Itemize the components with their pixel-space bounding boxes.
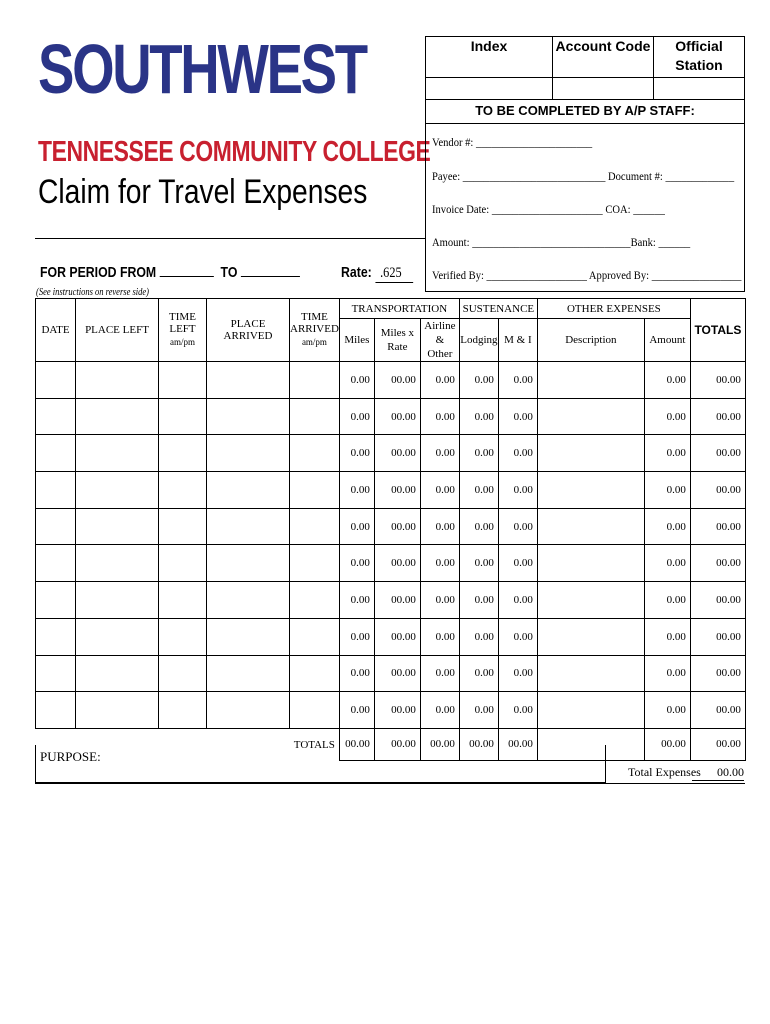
header-totals: TOTALS: [690, 299, 745, 362]
place-arrived-cell[interactable]: [207, 508, 290, 545]
table-row: [36, 472, 746, 509]
row-total-cell: 00.00: [690, 472, 745, 509]
total-mi: 00.00: [498, 728, 537, 760]
airline-cell[interactable]: 0.00: [420, 508, 459, 545]
period-from-label: FOR PERIOD FROM: [40, 264, 157, 281]
time-arrived-cell[interactable]: [290, 655, 340, 692]
time-left-cell[interactable]: [159, 435, 207, 472]
miles-cell[interactable]: 0.00: [339, 435, 374, 472]
date-cell[interactable]: [36, 435, 76, 472]
rate-row: [341, 264, 429, 283]
amount-cell[interactable]: 0.00: [644, 545, 690, 582]
row-total-cell: 00.00: [690, 618, 745, 655]
account-header-row: [426, 37, 744, 78]
period-from-field[interactable]: [160, 264, 214, 277]
amount-cell[interactable]: 0.00: [644, 692, 690, 729]
date-cell[interactable]: [36, 508, 76, 545]
table-row: [36, 362, 746, 399]
verified-approved-field[interactable]: Verified By: ___________________ Approved By: _________________: [432, 268, 742, 282]
time-left-cell[interactable]: [159, 398, 207, 435]
date-cell[interactable]: [36, 398, 76, 435]
payee-document-field[interactable]: Payee: ___________________________ Document #: _____________: [432, 169, 735, 183]
miles-cell[interactable]: 0.00: [339, 508, 374, 545]
miles-rate-cell[interactable]: 00.00: [374, 435, 420, 472]
airline-cell[interactable]: 0.00: [420, 398, 459, 435]
airline-cell[interactable]: 0.00: [420, 435, 459, 472]
description-cell[interactable]: [537, 545, 644, 582]
header-miles-rate: Miles x Rate: [374, 319, 420, 362]
miles-rate-cell[interactable]: 00.00: [374, 618, 420, 655]
place-left-cell[interactable]: [76, 362, 159, 399]
miles-rate-cell[interactable]: 00.00: [374, 582, 420, 619]
invoice-coa-field[interactable]: Invoice Date: _____________________ COA: ______: [432, 202, 665, 216]
description-cell[interactable]: [537, 435, 644, 472]
header-description: Description: [537, 319, 644, 362]
time-left-cell[interactable]: [159, 655, 207, 692]
table-row: [36, 582, 746, 619]
account-entry-row[interactable]: [426, 77, 744, 100]
place-left-cell[interactable]: [76, 545, 159, 582]
lodging-cell[interactable]: 0.00: [459, 472, 498, 509]
table-row: [36, 618, 746, 655]
mi-cell[interactable]: 0.00: [498, 472, 537, 509]
place-arrived-cell[interactable]: [207, 655, 290, 692]
vendor-field[interactable]: Vendor #: ______________________: [432, 135, 593, 149]
mi-cell[interactable]: 0.00: [498, 582, 537, 619]
totals-label: TOTALS: [36, 728, 340, 760]
date-cell[interactable]: [36, 618, 76, 655]
miles-rate-cell[interactable]: 00.00: [374, 545, 420, 582]
time-arrived-cell[interactable]: [290, 362, 340, 399]
row-total-cell: 00.00: [690, 435, 745, 472]
time-left-cell[interactable]: [159, 362, 207, 399]
place-arrived-cell[interactable]: [207, 545, 290, 582]
time-arrived-cell[interactable]: [290, 618, 340, 655]
rate-label: Rate:: [341, 264, 372, 281]
description-cell[interactable]: [537, 618, 644, 655]
place-arrived-cell[interactable]: [207, 472, 290, 509]
lodging-cell[interactable]: 0.00: [459, 618, 498, 655]
mi-cell[interactable]: 0.00: [498, 435, 537, 472]
row-total-cell: 00.00: [690, 508, 745, 545]
lodging-cell[interactable]: 0.00: [459, 508, 498, 545]
place-left-cell[interactable]: [76, 692, 159, 729]
bottom-rule: [35, 783, 745, 784]
row-total-cell: 00.00: [690, 692, 745, 729]
time-arrived-cell[interactable]: [290, 545, 340, 582]
amount-cell[interactable]: 0.00: [644, 398, 690, 435]
mi-cell[interactable]: 0.00: [498, 545, 537, 582]
time-left-cell[interactable]: [159, 508, 207, 545]
place-arrived-cell[interactable]: [207, 618, 290, 655]
table-row: [36, 692, 746, 729]
row-total-cell: 00.00: [690, 545, 745, 582]
travel-expense-table: [35, 298, 746, 761]
place-arrived-cell[interactable]: [207, 362, 290, 399]
time-arrived-cell[interactable]: [290, 582, 340, 619]
lodging-cell[interactable]: 0.00: [459, 692, 498, 729]
header-time-left: TIME LEFT am/pm: [159, 299, 207, 362]
description-cell[interactable]: [537, 472, 644, 509]
lodging-cell[interactable]: 0.00: [459, 582, 498, 619]
airline-cell[interactable]: 0.00: [420, 692, 459, 729]
total-expenses-value: 00.00: [692, 765, 744, 781]
description-cell[interactable]: [537, 508, 644, 545]
amount-bank-field[interactable]: Amount: ______________________________Bank: ______: [432, 235, 691, 249]
mi-cell[interactable]: 0.00: [498, 618, 537, 655]
airline-cell[interactable]: 0.00: [420, 582, 459, 619]
miles-cell[interactable]: 0.00: [339, 545, 374, 582]
date-cell[interactable]: [36, 545, 76, 582]
total-lodging: 00.00: [459, 728, 498, 760]
miles-rate-cell[interactable]: 00.00: [374, 692, 420, 729]
period-to-label: TO: [220, 264, 238, 281]
miles-rate-cell[interactable]: 00.00: [374, 508, 420, 545]
airline-cell[interactable]: 0.00: [420, 618, 459, 655]
time-arrived-cell[interactable]: [290, 435, 340, 472]
miles-cell[interactable]: 0.00: [339, 582, 374, 619]
office-use-box: [425, 36, 745, 292]
lodging-cell[interactable]: 0.00: [459, 362, 498, 399]
table-row: [36, 398, 746, 435]
lodging-cell[interactable]: 0.00: [459, 655, 498, 692]
miles-rate-cell[interactable]: 00.00: [374, 655, 420, 692]
amount-cell[interactable]: 0.00: [644, 472, 690, 509]
place-arrived-cell[interactable]: [207, 398, 290, 435]
amount-cell[interactable]: 0.00: [644, 618, 690, 655]
amount-cell[interactable]: 0.00: [644, 508, 690, 545]
time-left-cell[interactable]: [159, 692, 207, 729]
logo-southwest: SOUTHWEST: [38, 30, 366, 108]
title-divider: [35, 238, 425, 239]
purpose-label: PURPOSE:: [40, 749, 101, 764]
grand-total: 00.00: [690, 728, 745, 760]
place-left-cell[interactable]: [76, 655, 159, 692]
official-station-label: Official Station: [675, 38, 723, 73]
header-other-expenses: OTHER EXPENSES: [537, 299, 690, 319]
place-arrived-cell[interactable]: [207, 435, 290, 472]
miles-cell[interactable]: 0.00: [339, 362, 374, 399]
total-airline: 00.00: [420, 728, 459, 760]
ap-staff-heading: TO BE COMPLETED BY A/P STAFF:: [426, 99, 744, 124]
account-code-label: Account Code: [555, 38, 651, 54]
row-total-cell: 00.00: [690, 398, 745, 435]
header-lodging: Lodging: [459, 319, 498, 362]
time-arrived-cell[interactable]: [290, 508, 340, 545]
instructions-note: (See instructions on reverse side): [36, 287, 149, 298]
mi-cell[interactable]: 0.00: [498, 508, 537, 545]
description-cell[interactable]: [537, 362, 644, 399]
airline-cell[interactable]: 0.00: [420, 472, 459, 509]
time-arrived-cell[interactable]: [290, 398, 340, 435]
miles-rate-cell[interactable]: 00.00: [374, 362, 420, 399]
amount-cell[interactable]: 0.00: [644, 435, 690, 472]
place-left-cell[interactable]: [76, 618, 159, 655]
form-title: Claim for Travel Expenses: [38, 173, 368, 211]
total-miles-rate: 00.00: [374, 728, 420, 760]
miles-cell[interactable]: 0.00: [339, 692, 374, 729]
header-airline-other: Airline & Other: [420, 319, 459, 362]
date-cell[interactable]: [36, 692, 76, 729]
date-cell[interactable]: [36, 362, 76, 399]
miles-cell[interactable]: 0.00: [339, 655, 374, 692]
index-label: Index: [470, 38, 508, 54]
header-place-arrived: PLACE ARRIVED: [207, 299, 290, 362]
time-left-cell[interactable]: [159, 545, 207, 582]
airline-cell[interactable]: 0.00: [420, 545, 459, 582]
time-arrived-cell[interactable]: [290, 472, 340, 509]
lodging-cell[interactable]: 0.00: [459, 398, 498, 435]
miles-rate-cell[interactable]: 00.00: [374, 472, 420, 509]
amount-cell[interactable]: 0.00: [644, 582, 690, 619]
header-sustenance: SUSTENANCE: [459, 299, 537, 319]
total-expenses-label: Total Expenses: [628, 765, 701, 779]
airline-cell[interactable]: 0.00: [420, 362, 459, 399]
date-cell[interactable]: [36, 655, 76, 692]
lodging-cell[interactable]: 0.00: [459, 435, 498, 472]
table-row: [36, 508, 746, 545]
amount-cell[interactable]: 0.00: [644, 362, 690, 399]
mi-cell[interactable]: 0.00: [498, 655, 537, 692]
table-row: [36, 655, 746, 692]
place-left-cell[interactable]: [76, 472, 159, 509]
place-left-cell[interactable]: [76, 582, 159, 619]
period-to-field[interactable]: [241, 264, 300, 277]
header-miles: Miles: [339, 319, 374, 362]
header-amount: Amount: [644, 319, 690, 362]
description-cell[interactable]: [537, 398, 644, 435]
mi-cell[interactable]: 0.00: [498, 692, 537, 729]
miles-cell[interactable]: 0.00: [339, 398, 374, 435]
miles-cell[interactable]: 0.00: [339, 618, 374, 655]
description-cell[interactable]: [537, 692, 644, 729]
lodging-cell[interactable]: 0.00: [459, 545, 498, 582]
time-left-cell[interactable]: [159, 618, 207, 655]
description-cell[interactable]: [537, 582, 644, 619]
place-arrived-cell[interactable]: [207, 692, 290, 729]
purpose-box[interactable]: [35, 745, 606, 783]
header-date: DATE: [36, 299, 76, 362]
row-total-cell: 00.00: [690, 582, 745, 619]
total-miles: 00.00: [339, 728, 374, 760]
header-mi: M & I: [498, 319, 537, 362]
period-row: [40, 264, 357, 282]
header-place-left: PLACE LEFT: [76, 299, 159, 362]
place-arrived-cell[interactable]: [207, 582, 290, 619]
row-total-cell: 00.00: [690, 362, 745, 399]
time-arrived-cell[interactable]: [290, 692, 340, 729]
date-cell[interactable]: [36, 582, 76, 619]
time-left-cell[interactable]: [159, 472, 207, 509]
logo-subtitle: TENNESSEE COMMUNITY COLLEGE: [38, 136, 431, 168]
amount-cell[interactable]: 0.00: [644, 655, 690, 692]
rate-value: .625: [375, 265, 413, 283]
row-total-cell: 00.00: [690, 655, 745, 692]
time-left-cell[interactable]: [159, 582, 207, 619]
date-cell[interactable]: [36, 472, 76, 509]
place-left-cell[interactable]: [76, 435, 159, 472]
place-left-cell[interactable]: [76, 398, 159, 435]
miles-cell[interactable]: 0.00: [339, 472, 374, 509]
header-transportation: TRANSPORTATION: [339, 299, 459, 319]
airline-cell[interactable]: 0.00: [420, 655, 459, 692]
table-row: [36, 545, 746, 582]
table-row: [36, 435, 746, 472]
mi-cell[interactable]: 0.00: [498, 362, 537, 399]
place-left-cell[interactable]: [76, 508, 159, 545]
total-amount: 00.00: [644, 728, 690, 760]
header-time-arrived: TIME ARRIVED am/pm: [290, 299, 340, 362]
miles-rate-cell[interactable]: 00.00: [374, 398, 420, 435]
mi-cell[interactable]: 0.00: [498, 398, 537, 435]
description-cell[interactable]: [537, 655, 644, 692]
